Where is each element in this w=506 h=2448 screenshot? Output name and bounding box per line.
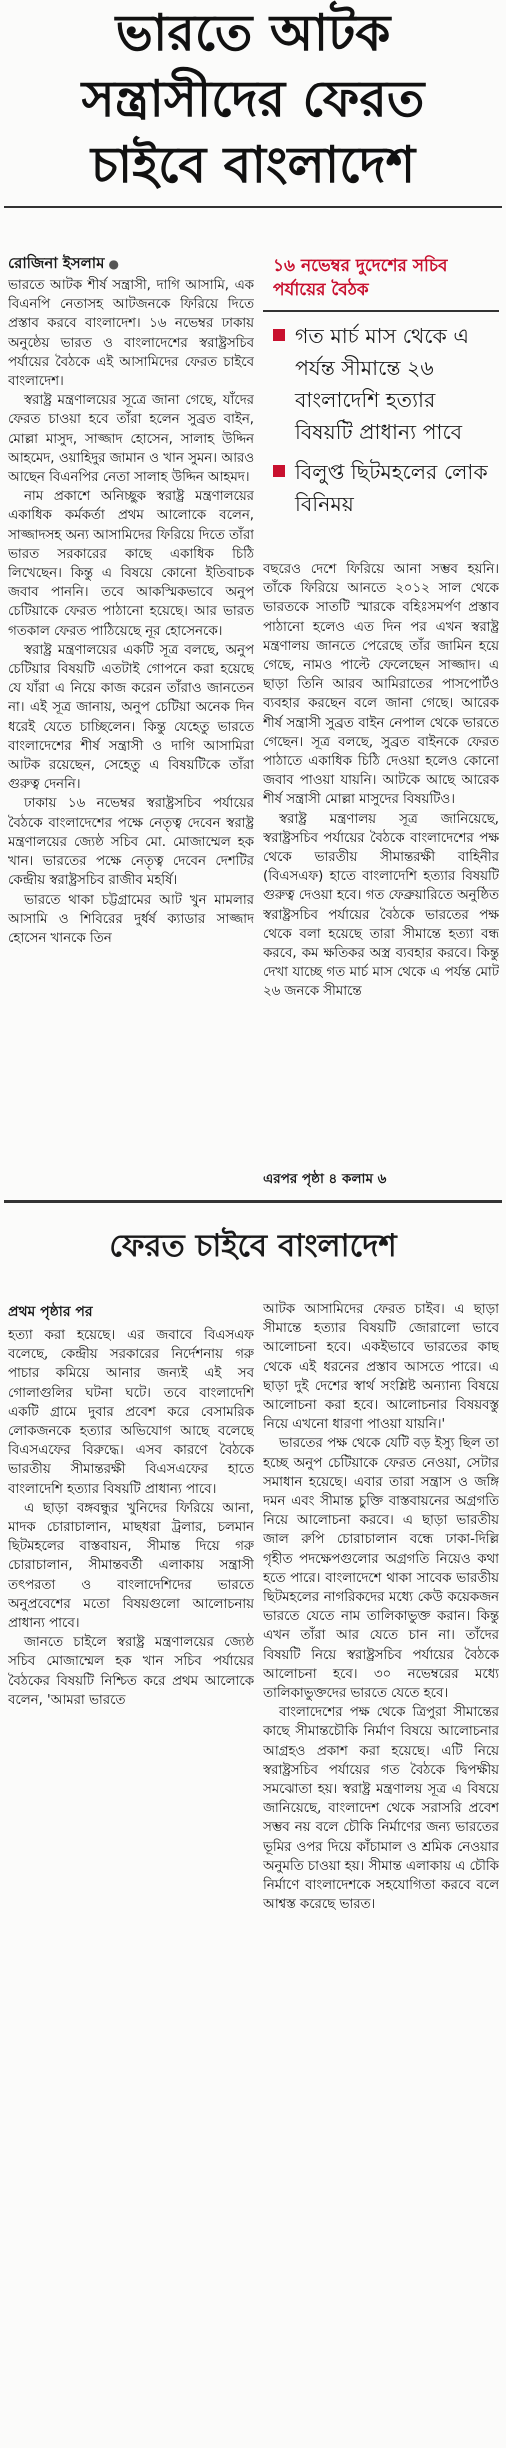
body-paragraph: ভারতে আটক শীর্ষ সন্ত্রাসী, দাগি আসামি, এক বিএনপি নেতাসহ আটজনকে ফিরিয়ে দিতে প্রস্তাব করবে বাংলাদেশ। ১৬ নভেম্বর ঢাকায় অনুষ্ঠেয় ভারত ও বাংলাদেশের স্বরাষ্ট্রসচিব পর্যায়ের বৈঠকে এই আসামিদের ফেরত চাইবে বাংলাদেশ। [8,278,254,390]
body-paragraph: স্বরাষ্ট্র মন্ত্রণালয় সূত্র জানিয়েছে, স্বরাষ্ট্রসচিব পর্যায়ের বৈঠকে বাংলাদেশের পক্ষ থেকে ভারতীয় সীমান্তরক্ষী বাহিনীর (বিএসএফ) হাতে বাংলাদেশি হত্যার বিষয়টি গুরুত্ব দেওয়া হবে। গত ফেব্রুয়ারিতে অনুষ্ঠিত স্বরাষ্ট্রসচিব পর্যায়ের বৈঠকে ভারতের পক্ষ থেকে বলা হয়েছে তারা সীমান্তে হত্যা বন্ধ করবে, কম ক্ষতিকর অস্ত্র ব্যবহার করবে। কিন্তু দেখা যাচ্ছে গত মার্চ মাস থেকে এ পর্যন্ত মোট ২৬ জনকে সীমান্তে [263,811,499,1000]
body-paragraph: ঢাকায় ১৬ নভেম্বর স্বরাষ্ট্রসচিব পর্যায়ের বৈঠকে বাংলাদেশের পক্ষে নেতৃত্ব দেবেন স্বরাষ্ট্র মন্ত্রণালয়ের জ্যেষ্ঠ সচিব মো. মোজাম্মেল হক খান। ভারতের পক্ষে নেতৃত্ব দেবেন দেশটির কেন্দ্রীয় স্বরাষ্ট্রসচিব রাজীব মহর্ষি। [8,796,254,889]
body-paragraph: জানতে চাইলে স্বরাষ্ট্র মন্ত্রণালয়ের জ্যেষ্ঠ সচিব মোজাম্মেল হক খান সচিব পর্যায়ের বৈঠকের বিষয়টি নিশ্চিত করে প্রথম আলোকে বলেন, 'আমরা ভারতে [8,1635,254,1708]
highlight-list [263,320,499,520]
body-paragraph: স্বরাষ্ট্র মন্ত্রণালয়ের একটি সূত্র বলছে, অনুপ চেটিয়ার বিষয়টি এতটাই গোপনে করা হয়েছে যে যাঁরা এ নিয়ে কাজ করেন তাঁরাও জানতেন না। এই সূত্র জানায়, অনুপ চেটিয়া অনেক দিন ধরেই যেতে চাচ্ছিলেন। কিন্তু যেহেতু ভারতে বাংলাদেশের শীর্ষ সন্ত্রাসী ও দাগি আসামিরা আটক রয়েছেন, সেহেতু এ বিষয়টিকে তাঁরা গুরুত্ব দেননি। [8,642,254,793]
highlight-box [263,250,499,552]
body-paragraph: ভারতের পক্ষ থেকে যেটি বড় ইস্যু ছিল তা হচ্ছে অনুপ চেটিয়াকে ফেরত নেওয়া, সেটার সমাধান হয়েছে। এবার তারা সন্ত্রাস ও জঙ্গি দমন এবং সীমান্ত চুক্তি বাস্তবায়নের অগ্রগতি নিয়ে আলোচনা করবে। এ ছাড়া ভারতীয় জাল রুপি চোরাচালান বন্ধে ঢাকা-দিল্লি গৃহীত পদক্ষেপগুলোর অগ্রগতি নিয়েও কথা হতে পারে। বাংলাদেশে থাকা সাবেক ভারতীয় ছিটমহলের নাগরিকদের মধ্যে কেউ কয়েকজন ভারতে যেতে নাম তালিকাভুক্ত করান। কিন্তু এখন তাঁরা আর যেতে চান না। তাঁদের বিষয়টি নিয়ে স্বরাষ্ট্রসচিব পর্যায়ের বৈঠকে আলোচনা হবে। ৩০ নভেম্বরের মধ্যে তালিকাভুক্তদের ভারতে যেতে হবে। [263,1436,499,1702]
body-paragraph: বাংলাদেশের পক্ষ থেকে ত্রিপুরা সীমান্তের কাছে সীমান্তচৌকি নির্মাণ বিষয়ে আলোচনার আগ্রহও প্রকাশ করা হয়েছে। এটি নিয়ে স্বরাষ্ট্রসচিব পর্যায়ের গত বৈঠকে দ্বিপক্ষীয় সমঝোতা হয়। স্বরাষ্ট্র মন্ত্রণালয় সূত্র এ বিষয়ে জানিয়েছে, বাংলাদেশ থেকে সরাসরি প্রবেশ সম্ভব নয় বলে চৌকি নির্মাণের জন্য ভারতের ভূমির ওপর দিয়ে কাঁচামাল ও শ্রমিক নেওয়ার অনুমতি চাওয়া হয়। সীমান্ত এলাকায় এ চৌকি নির্মাণে বাংলাদেশকে সহযোগিতা করবে বলে আশ্বস্ত করেছে ভারত। [263,1705,499,1913]
headline-line-1: ভারতে আটক [115,4,391,62]
body-paragraph: স্বরাষ্ট্র মন্ত্রণালয়ের সূত্রে জানা গেছে, যাঁদের ফেরত চাওয়া হবে তাঁরা হলেন সুব্রত বাইন, মোল্লা মাসুদ, সাজ্জাদ হোসেন, সালাহ উদ্দিন আহমেদ, ওয়াহিদুর জামান ও খান সুমন। আরও আছেন বিএনপির নেতা সালাহ উদ্দিন আহমদ। [8,393,254,486]
body-paragraph: বছরেও দেশে ফিরিয়ে আনা সম্ভব হয়নি। তাঁকে ফিরিয়ে আনতে ২০১২ সাল থেকে ভারতকে সাতটি স্মারকে বহিঃসমর্পণ প্রস্তাব পাঠানো হলেও এত দিন পর এখন স্বরাষ্ট্র মন্ত্রণালয় জানতে পেরেছে তাঁর জামিন হয়ে গেছে, নামও পাল্টে ফেলেছেন সাজ্জাদ। এ ছাড়া তিনি আরব আমিরাতের পাসপোর্টও ব্যবহার করছেন বলে জানা গেছে। আরেক শীর্ষ সন্ত্রাসী সুব্রত বাইন নেপাল থেকে ভারতে গেছেন। সূত্র বলছে, সুব্রত বাইনকে ফেরত পাঠাতে একাধিক চিঠি দেওয়া হলেও কোনো জবাব পাওয়া যায়নি। আটকে আছে আরেক শীর্ষ সন্ত্রাসী মোল্লা মাসুদের বিষয়টিও। [263,562,499,808]
highlight-item-text: গত মার্চ মাস থেকে এ পর্যন্ত সীমান্তে ২৬ বাংলাদেশি হত্যার বিষয়টি প্রাধান্য পাবে [295,324,469,444]
byline-name: রোজিনা ইসলাম [8,254,105,272]
continuation-column-left [8,1326,254,1902]
headline-divider [4,206,502,208]
headline-line-2: সন্ত্রাসীদের ফেরত [81,70,425,128]
highlight-subhead: ১৬ নভেম্বর দুদেশের সচিব পর্যায়ের বৈঠক [263,250,499,312]
body-paragraph: নাম প্রকাশে অনিচ্ছুক স্বরাষ্ট্র মন্ত্রণালয়ের একাধিক কর্মকর্তা প্রথম আলোকে বলেন, সাজ্জাদসহ অন্য আসামিদের ফিরিয়ে দিতে তাঁরা ভারত সরকারের কাছে একাধিক চিঠি লিখেছেন। কিন্তু এ বিষয়ে কোনো ইতিবাচক জবাব পাননি। তবে আকস্মিকভাবে অনুপ চেটিয়াকে ফেরত পাঠানো হয়েছে। আর ভারত গতকাল ফেরত পাঠিয়েছে নূর হোসেনকে। [8,489,254,639]
highlight-item [273,320,495,448]
highlight-item-text: বিলুপ্ত ছিটমহলের লোক বিনিময় [295,460,488,516]
body-paragraph: এ ছাড়া বঙ্গবন্ধুর খুনিদের ফিরিয়ে আনা, মাদক চোরাচালান, মাছধরা ট্রলার, চলমান ছিটমহলের বাস্তবায়ন, সীমান্ত দিয়ে গরু চোরাচালান, সীমান্তবর্তী এলাকায় সন্ত্রাসী তৎপরতা ও বাংলাদেশিদের ভারতে অনুপ্রবেশের মতো বিষয়গুলো আলোচনায় প্রাধান্য পাবে। [8,1500,254,1632]
article-separator [4,1200,502,1203]
square-bullet-icon [273,465,285,477]
body-paragraph: আটক আসামিদের ফেরত চাইব। এ ছাড়া সীমান্তে হত্যার বিষয়টি জোরালো ভাবে আলোচনা হবে। একইভাবে ভারতের কাছ থেকে এই ধরনের প্রস্তাব আসতে পারে। এ ছাড়া দুই দেশের স্বার্থ সংশ্লিষ্ট অন্যান্য বিষয়ে আলোচনা করা হবে। আলোচনার বিষয়বস্তু নিয়ে এখনো ধারণা পাওয়া যায়নি।' [263,1302,499,1433]
headline-line-3: চাইবে বাংলাদেশ [90,136,416,194]
continued-from-label: প্রথম পৃষ্ঠার পর [8,1304,93,1320]
body-paragraph: হত্যা করা হয়েছে। এর জবাবে বিএসএফ বলেছে, কেন্দ্রীয় সরকারের নির্দেশনায় গরু পাচার কমিয়ে আনার জন্যই এই সব গোলাগুলির ঘটনা ঘটে। তবে বাংলাদেশি একটি গ্রামে দুবার প্রবেশ করে বেসামরিক লোকজনকে হত্যার অভিযোগ আছে বলেছে বিএসএফের বিরুদ্ধে। এসব কারণে বৈঠকে ভারতীয় সীমান্তরক্ষী বিএসএফের হাতে বাংলাদেশি হত্যার বিষয়টি প্রাধান্য পাবে। [8,1328,254,1497]
byline [8,252,258,277]
square-bullet-icon [273,329,285,341]
highlight-item [273,456,495,520]
body-paragraph: ভারতে থাকা চট্টগ্রামের আট খুন মামলার আসামি ও শিবিরের দুর্ধর্ষ ক্যাডার সাজ্জাদ হোসেন খানকে তিন [8,892,254,946]
main-headline [0,0,506,198]
continued-on-label: এরপর পৃষ্ঠা ৪ কলাম ৬ [263,1171,387,1187]
continuation-headline: ফেরত চাইবে বাংলাদেশ [109,1228,397,1264]
continuation-column-right [263,1300,499,2434]
article-column-right [263,560,499,1160]
article-column-left [8,276,254,1158]
circle-dot-icon: ● [108,257,119,271]
